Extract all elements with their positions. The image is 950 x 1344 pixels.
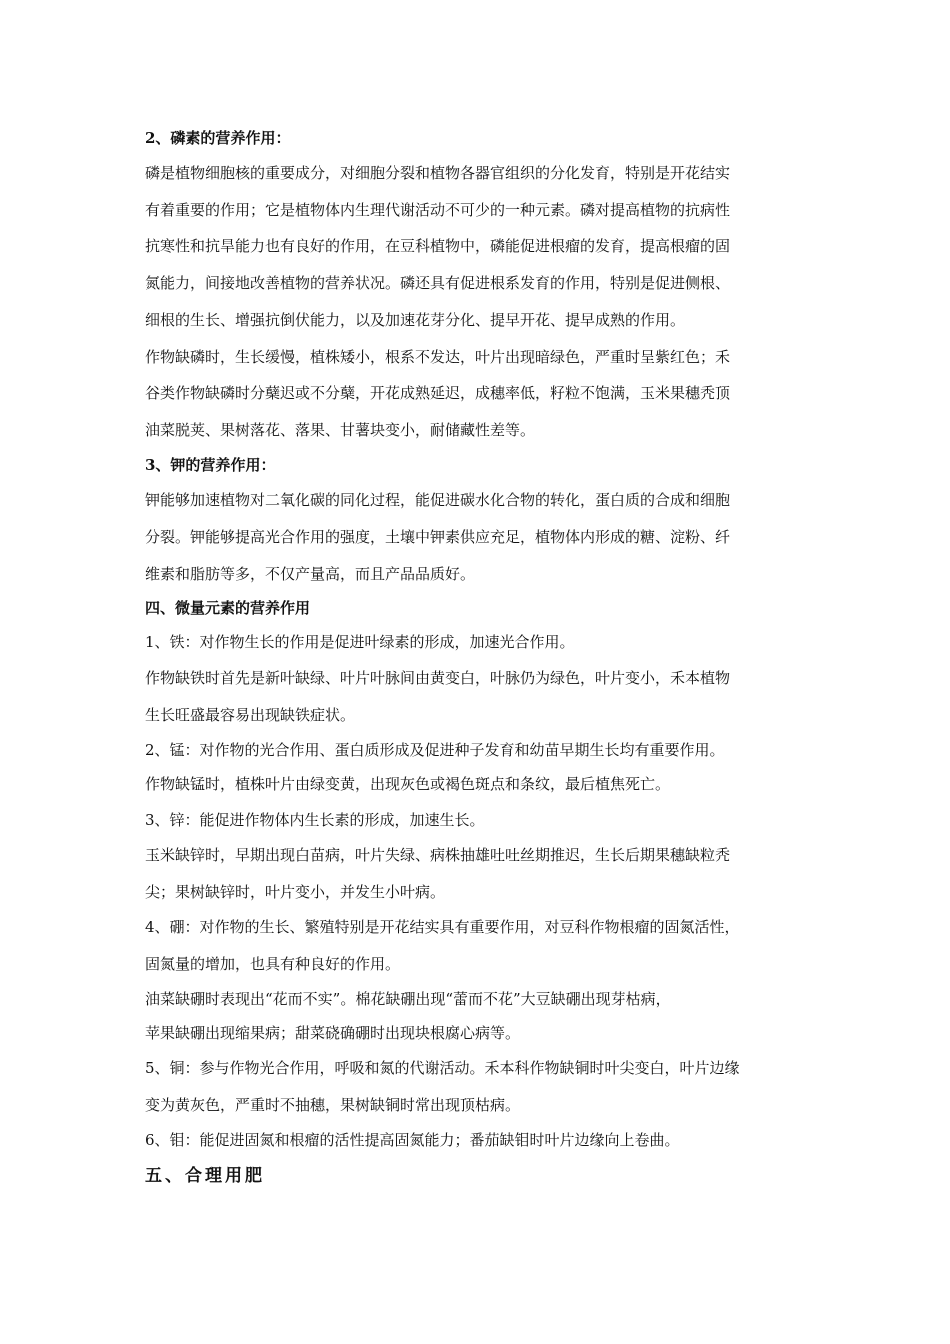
- paragraph-line: 作物缺铁时首先是新叶缺绿、叶片叶脉间由黄变白，叶脉仍为绿色，叶片变小，禾本植物: [145, 669, 731, 687]
- paragraph-line: 变为黄灰色，严重时不抽穗，果树缺铜时常出现顶枯病。: [145, 1096, 521, 1114]
- paragraph-line: 钾能够加速植物对二氧化碳的同化过程，能促进碳水化合物的转化，蛋白质的合成和细胞: [145, 491, 731, 509]
- paragraph-line: 尖；果树缺锌时，叶片变小，并发生小叶病。: [145, 883, 446, 901]
- paragraph-line: 固氮量的增加，也具有种良好的作用。: [145, 955, 401, 973]
- paragraph-line: 5、铜：参与作物光合作用，呼吸和氮的代谢活动。禾本科作物缺铜时叶尖变白，叶片边缘: [145, 1059, 740, 1077]
- paragraph-line: 氮能力，间接地改善植物的营养状况。磷还具有促进根系发育的作用，特别是促进侧根、: [145, 274, 731, 292]
- paragraph-line: 3、锌：能促进作物体内生长素的形成，加速生长。: [145, 811, 485, 829]
- heading-rational-fertilization: 五、合理用肥: [145, 1166, 265, 1186]
- paragraph-line: 油菜缺硼时表现出“花而不实”。棉花缺硼出现“蕾而不花”大豆缺硼出现芽枯病，: [145, 990, 671, 1008]
- paragraph-line: 磷是植物细胞核的重要成分，对细胞分裂和植物各器官组织的分化发育，特别是开花结实: [145, 164, 731, 182]
- paragraph-line: 苹果缺硼出现缩果病；甜菜硗确硼时出现块根腐心病等。: [145, 1024, 521, 1042]
- heading-potassium: 3、钾的营养作用：: [145, 456, 276, 474]
- paragraph-line: 6、钼：能促进固氮和根瘤的活性提高固氮能力；番茄缺钼时叶片边缘向上卷曲。: [145, 1131, 680, 1149]
- paragraph-line: 抗寒性和抗旱能力也有良好的作用，在豆科植物中，磷能促进根瘤的发育，提高根瘤的固: [145, 237, 731, 255]
- heading-micronutrients: 四、微量元素的营养作用: [145, 599, 311, 617]
- paragraph-line: 1、铁：对作物生长的作用是促进叶绿素的形成，加速光合作用。: [145, 633, 575, 651]
- heading-phosphorus: 2、磷素的营养作用：: [145, 129, 291, 147]
- paragraph-line: 油菜脱荚、果树落花、落果、甘薯块变小，耐储藏性差等。: [145, 421, 536, 439]
- paragraph-line: 玉米缺锌时，早期出现白苗病，叶片失绿、病株抽雄吐吐丝期推迟，生长后期果穗缺粒秃: [145, 846, 731, 864]
- paragraph-line: 细根的生长、增强抗倒伏能力，以及加速花芽分化、提早开花、提早成熟的作用。: [145, 311, 686, 329]
- paragraph-line: 作物缺锰时，植株叶片由绿变黄，出现灰色或褐色斑点和条纹，最后植焦死亡。: [145, 775, 671, 793]
- paragraph-line: 4、硼：对作物的生长、繁殖特别是开花结实具有重要作用，对豆科作物根瘤的固氮活性，: [145, 918, 740, 936]
- paragraph-line: 有着重要的作用；它是植物体内生理代谢活动不可少的一种元素。磷对提高植物的抗病性: [145, 201, 731, 219]
- paragraph-line: 谷类作物缺磷时分蘖迟或不分蘖，开花成熟延迟，成穗率低，籽粒不饱满，玉米果穗秃顶: [145, 384, 731, 402]
- paragraph-line: 作物缺磷时，生长缓慢，植株矮小，根系不发达，叶片出现暗绿色，严重时呈紫红色；禾: [145, 348, 731, 366]
- paragraph-line: 生长旺盛最容易出现缺铁症状。: [145, 706, 356, 724]
- paragraph-line: 分裂。钾能够提高光合作用的强度，土壤中钾素供应充足，植物体内形成的糖、淀粉、纤: [145, 528, 731, 546]
- paragraph-line: 维素和脂肪等多，不仅产量高，而且产品品质好。: [145, 565, 476, 583]
- paragraph-line: 2、锰：对作物的光合作用、蛋白质形成及促进种子发育和幼苗早期生长均有重要作用。: [145, 741, 725, 759]
